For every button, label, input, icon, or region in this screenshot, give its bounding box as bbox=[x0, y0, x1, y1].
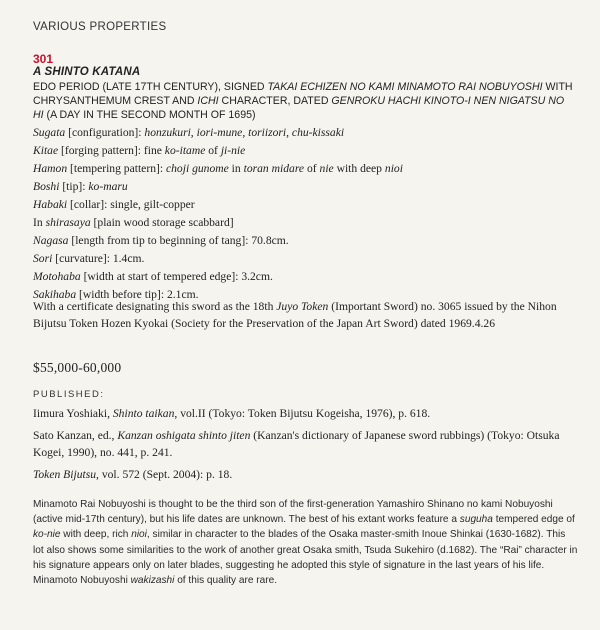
detail-hamon: Hamon [tempering pattern]: choji gunome in toran midare of nie with deep nioi bbox=[33, 162, 403, 175]
detail-boshi: Boshi [tip]: ko-maru bbox=[33, 180, 128, 193]
lot-description: EDO PERIOD (LATE 17TH CENTURY), SIGNED TAKAI ECHIZEN NO KAMI MINAMOTO RAI NOBUYOSHI WITH CHRYSANTHEMUM CREST AND ICHI CHARACTER, DATED GENROKU HACHI KINOTO-I NEN NIGATSU NO HI (A DAY IN THE SECOND MONTH OF 1695) bbox=[33, 81, 573, 121]
certificate-paragraph: With a certificate designating this sword as the 18th Juyo Token (Important Sword) no. 3065 issued by the Nihon Bijutsu Token Hozen Kyokai (Society for the Preservation of the Japan Art Sword) dated 1969.4.26 bbox=[33, 300, 557, 330]
detail-nagasa: Nagasa [length from tip to beginning of tang]: 70.8cm. bbox=[33, 234, 289, 247]
catalogue-page bbox=[33, 0, 578, 630]
blade-details bbox=[33, 124, 573, 304]
published-ref: Iimura Yoshiaki, Shinto taikan, vol.II (Tokyo: Token Bijutsu Kogeisha, 1976), p. 618. bbox=[33, 407, 431, 420]
lot-title: A SHINTO KATANA bbox=[33, 66, 141, 78]
published-ref: Sato Kanzan, ed., Kanzan oshigata shinto jiten (Kanzan's dictionary of Japanese sword rubbings) (Tokyo: Otsuka Kogei, 1990), no. 441, p. 241. bbox=[33, 429, 560, 459]
published-heading: PUBLISHED: bbox=[33, 389, 105, 400]
lot-number: 301 bbox=[33, 52, 54, 66]
date-text: GENROKU HACHI KINOTO-I NEN NIGATSU NO HI bbox=[33, 95, 565, 121]
catalogue-note: Minamoto Rai Nobuyoshi is thought to be the third son of the first-generation Yamashiro Shinano no kami Nobuyoshi (active mid-17th century), but his life dates are unknown. The best of his extant works feature a suguha tempered edge of ko-nie with deep, rich nioi, similar in character to the blades of the Osaka master-smith Inoue Shinkai (1630-1682). This lot also shows some similarities to the work of another great Osaka smith, Tsuda Sukehiro (d.1682). The “Rai” character in his signature appears only on later blades, suggesting he adopted this style of signature in the last years of his life. Minamoto Nobuyoshi wakizashi of this quality are rare. bbox=[33, 499, 578, 587]
signature-text: TAKAI ECHIZEN NO KAMI MINAMOTO RAI NOBUYOSHI bbox=[267, 81, 543, 93]
detail-sakihaba: Sakihaba [width before tip]: 2.1cm. bbox=[33, 288, 199, 301]
estimate: $55,000-60,000 bbox=[33, 360, 122, 375]
published-ref: Token Bijutsu, vol. 572 (Sept. 2004): p. 18. bbox=[33, 468, 233, 481]
detail-sori: Sori [curvature]: 1.4cm. bbox=[33, 252, 145, 265]
detail-motohaba: Motohaba [width at start of tempered edge]: 3.2cm. bbox=[33, 270, 273, 283]
detail-sugata: Sugata [configuration]: honzukuri, iori-mune, toriizori, chu-kissaki bbox=[33, 126, 345, 139]
detail-habaki: Habaki [collar]: single, gilt-copper bbox=[33, 198, 195, 211]
section-header: VARIOUS PROPERTIES bbox=[33, 21, 167, 33]
detail-shirasaya: In shirasaya [plain wood storage scabbard] bbox=[33, 216, 234, 229]
detail-kitae: Kitae [forging pattern]: fine ko-itame of ji-nie bbox=[33, 144, 246, 157]
